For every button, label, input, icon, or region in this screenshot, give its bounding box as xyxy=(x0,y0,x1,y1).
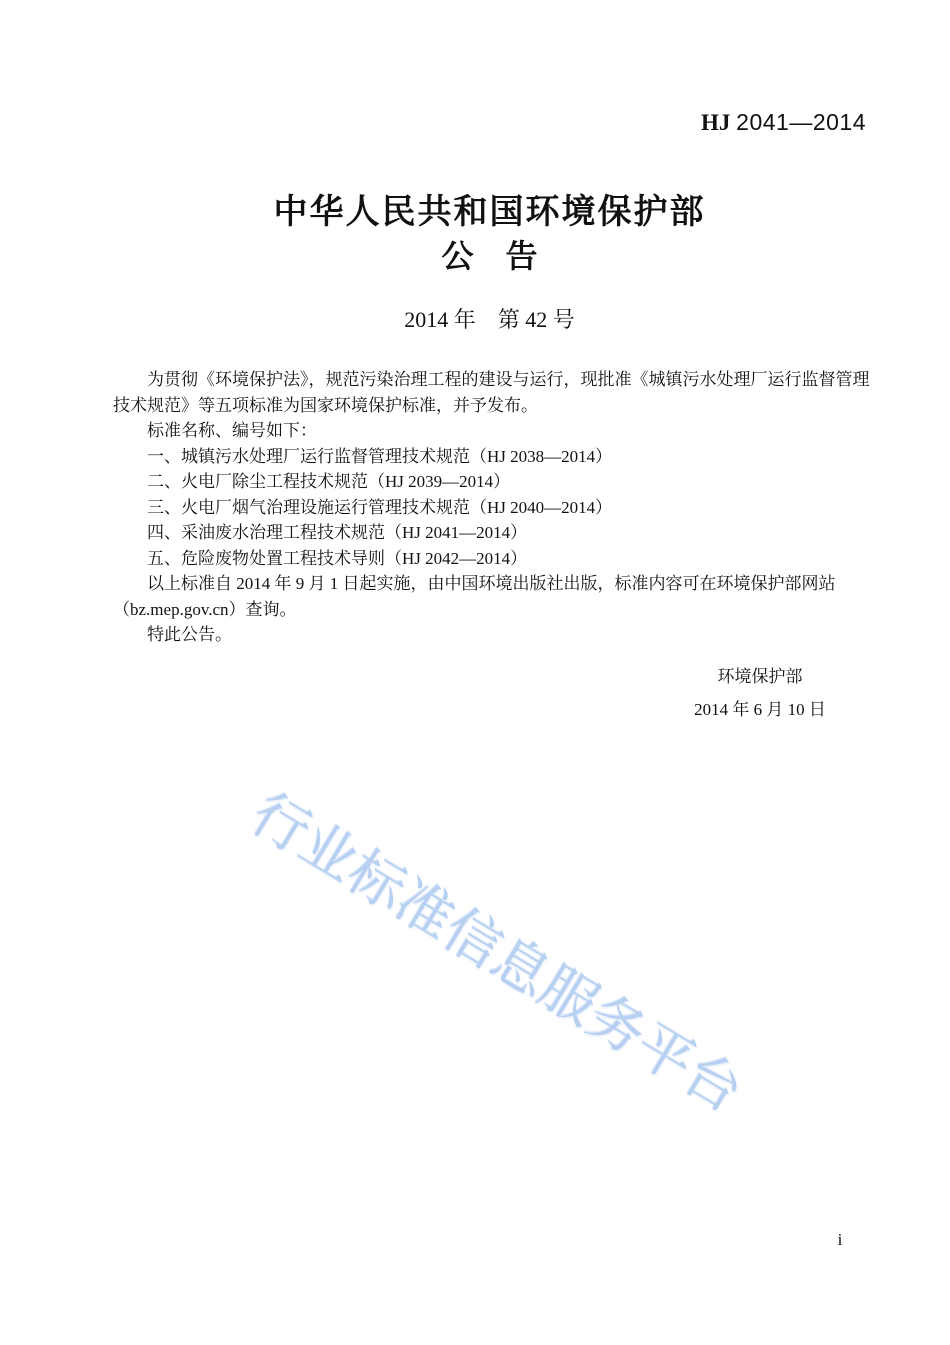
doc-number-code: 2041—2014 xyxy=(736,109,866,135)
signature-block xyxy=(660,664,860,722)
doc-number-prefix: HJ xyxy=(701,110,731,135)
body-line: 为贯彻《环境保护法》，规范污染治理工程的建设与运行，现批准《城镇污水处理厂运行监督管理 xyxy=(147,370,870,389)
watermark: 行业标准信息服务平台 xyxy=(241,781,754,1124)
body-line-standard-4: 四、采油废水治理工程技术规范（HJ 2041—2014） xyxy=(147,523,528,542)
body-line: 标准名称、编号如下： xyxy=(147,421,317,440)
signature-org: 环境保护部 xyxy=(717,667,803,686)
body-line: 特此公告。 xyxy=(147,625,232,644)
page-number: i xyxy=(837,1230,843,1249)
announcement-body xyxy=(113,367,873,648)
page-title: 中华人民共和国环境保护部 xyxy=(273,193,706,231)
body-line-standard-3: 三、火电厂烟气治理设施运行管理技术规范（HJ 2040—2014） xyxy=(147,497,613,517)
signature-date: 2014 年 6 月 10 日 xyxy=(694,700,826,719)
body-line: 技术规范》等五项标准为国家环境保护标准，并予发布。 xyxy=(113,395,538,415)
body-line: 以上标准自 2014 年 9 月 1 日起实施，由中国环境出版社出版，标准内容可在环境保护部网站 xyxy=(147,574,836,593)
body-line: （bz.mep.gov.cn）查询。 xyxy=(113,599,297,619)
issue-number: 2014 年 第 42 号 xyxy=(404,307,575,332)
body-line-standard-2: 二、火电厂除尘工程技术规范（HJ 2039—2014） xyxy=(147,472,511,491)
doc-number xyxy=(113,109,866,136)
announcement-title: 公 告 xyxy=(441,238,538,274)
body-line-standard-5: 五、危险废物处置工程技术导则（HJ 2042—2014） xyxy=(147,548,528,568)
body-line-standard-1: 一、城镇污水处理厂运行监督管理技术规范（HJ 2038—2014） xyxy=(147,446,613,466)
